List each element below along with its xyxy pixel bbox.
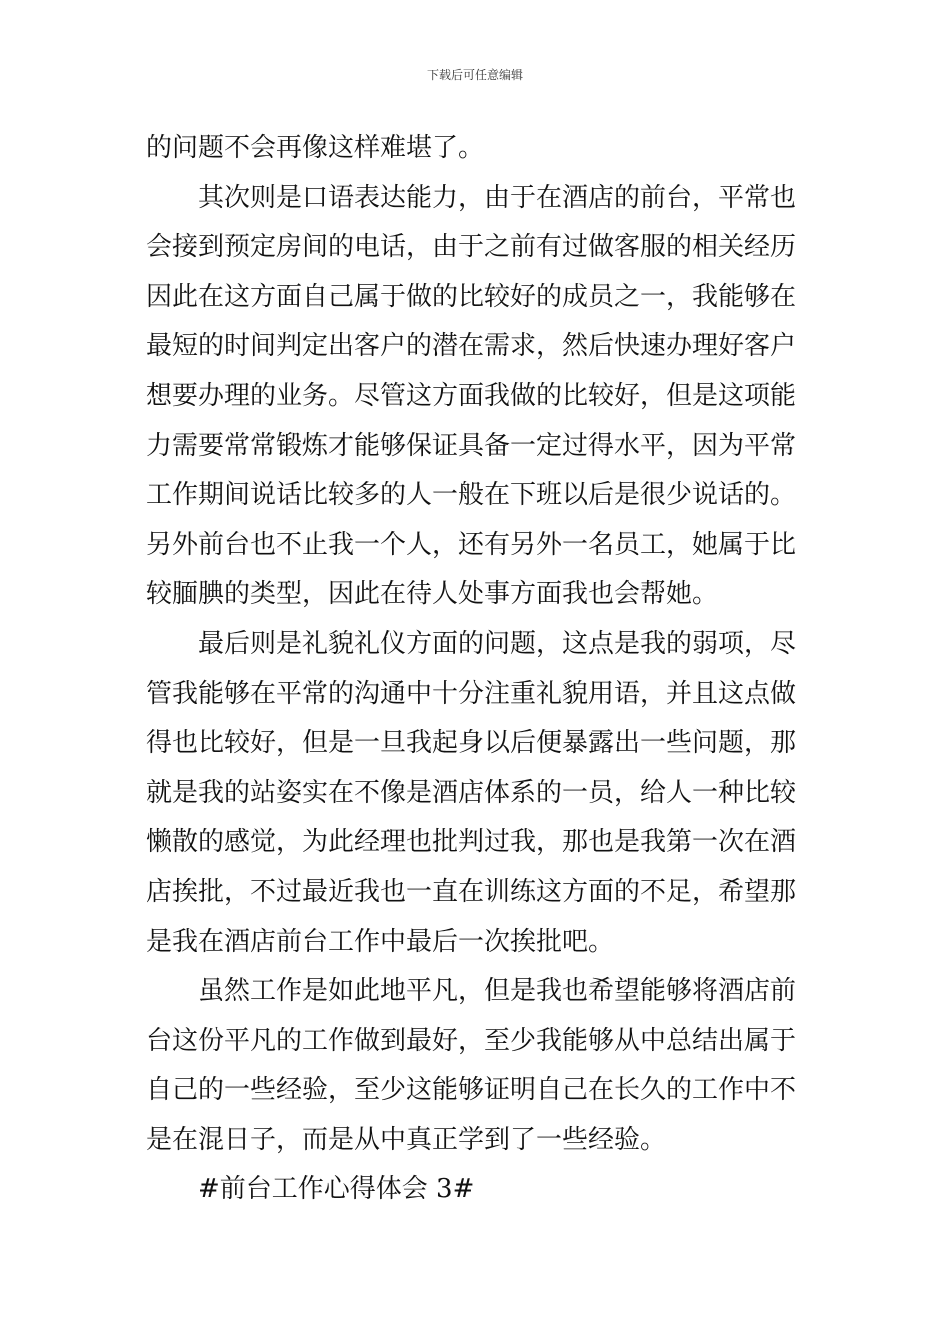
text-line: 店挨批，不过最近我也一直在训练这方面的不足，希望那 (146, 876, 797, 907)
text-line: 虽然工作是如此地平凡，但是我也希望能够将酒店前 (198, 976, 797, 1007)
text-line: 是在混日子，而是从中真正学到了一些经验。 (146, 1124, 667, 1155)
text-line: 的问题不会再像这样难堪了。 (146, 133, 485, 163)
text-line: 其次则是口语表达能力，由于在酒店的前台，平常也 (198, 182, 797, 213)
text-line: 会接到预定房间的电话，由于之前有过做客服的相关经历 (146, 232, 797, 263)
text-line: 管我能够在平常的沟通中十分注重礼貌用语，并且这点做 (146, 678, 797, 709)
text-line: 就是我的站姿实在不像是酒店体系的一员，给人一种比较 (146, 777, 797, 808)
text-line: 工作期间说话比较多的人一般在下班以后是很少说话的。 (146, 480, 797, 511)
text-line: 较腼腆的类型，因此在待人处事方面我也会帮她。 (146, 579, 719, 610)
text-line: 得也比较好，但是一旦我起身以后便暴露出一些问题，那 (146, 728, 797, 759)
text-line: 另外前台也不止我一个人，还有另外一名员工，她属于比 (146, 529, 797, 560)
page-header-note: 下载后可任意编辑 (426, 68, 523, 82)
text-line: 想要办理的业务。尽管这方面我做的比较好，但是这项能 (146, 380, 797, 411)
document-body (146, 124, 808, 1215)
text-line: 力需要常常锻炼才能够保证具备一定过得水平，因为平常 (146, 430, 797, 461)
text-line: #前台工作心得体会 3# (198, 1174, 475, 1205)
text-line: 台这份平凡的工作做到最好，至少我能够从中总结出属于 (146, 1025, 797, 1056)
text-line: 自己的一些经验，至少这能够证明自己在长久的工作中不 (146, 1075, 797, 1106)
text-line: 懒散的感觉，为此经理也批判过我，那也是我第一次在酒 (146, 827, 797, 858)
text-line: 因此在这方面自己属于做的比较好的成员之一，我能够在 (146, 281, 797, 312)
text-line: 是我在酒店前台工作中最后一次挨批吧。 (146, 926, 615, 957)
text-line: 最后则是礼貌礼仪方面的问题，这点是我的弱项，尽 (198, 628, 797, 659)
text-line: 最短的时间判定出客户的潜在需求，然后快速办理好客户 (146, 331, 797, 362)
